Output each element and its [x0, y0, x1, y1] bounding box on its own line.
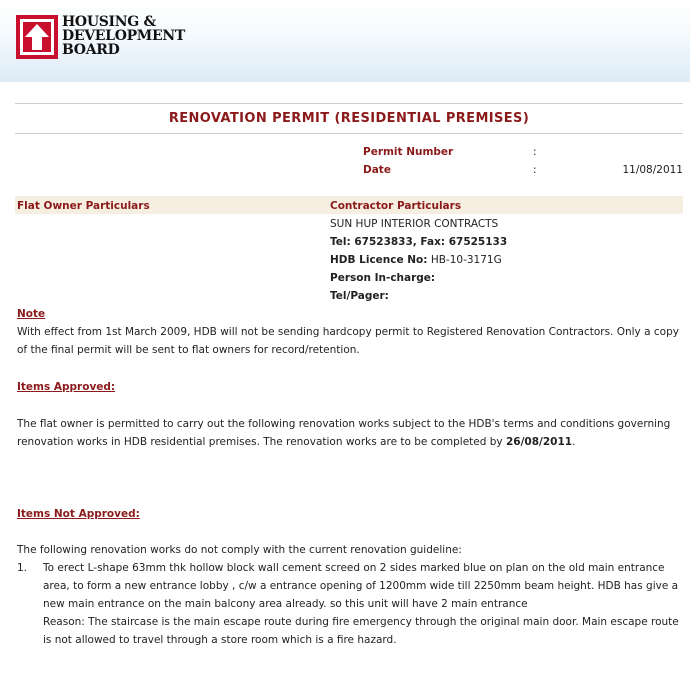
logo-line-3: BOARD — [62, 42, 120, 58]
tel-pager-label: Tel/Pager: — [330, 290, 389, 302]
item-line-3: new main entrance on the main balcony area already. so this unit will have 2 main entrance — [43, 598, 528, 610]
flat-owner-title: Flat Owner Particulars — [17, 200, 150, 212]
contractor-name: SUN HUP INTERIOR CONTRACTS — [330, 218, 499, 230]
item-line-4: Reason: The staircase is the main escape route during fire emergency through the original main door. Main escape route — [43, 616, 679, 628]
hdb-logo — [15, 14, 190, 64]
approved-line-2 — [17, 433, 687, 451]
item-line-5: is not allowed to travel through a store room which is a fire hazard. — [43, 634, 397, 646]
date-value: 11/08/2011 — [622, 164, 683, 176]
logo-wordmark — [62, 15, 185, 57]
contractor-title: Contractor Particulars — [330, 200, 462, 212]
date-colon: : — [533, 164, 537, 176]
approved-line-2-prefix: renovation works in HDB residential premises. The renovation works are to be completed by — [17, 436, 506, 448]
not-approved-item-text — [43, 559, 688, 649]
permit-number-label: Permit Number — [363, 146, 454, 158]
completion-deadline: 26/08/2011 — [505, 436, 573, 448]
logo-line-1: HOUSING & — [62, 14, 156, 30]
logo-line-2: DEVELOPMENT — [62, 28, 185, 44]
not-approved-item-number: 1. — [17, 562, 28, 574]
date-label: Date — [363, 164, 391, 176]
licence-label: HDB Licence No: — [330, 254, 428, 266]
licence-value: HB-10-3171G — [430, 254, 502, 266]
approved-line-1: The flat owner is permitted to carry out the following renovation works subject to the HDB's terms and conditions governing — [17, 418, 671, 430]
items-approved-heading: Items Approved: — [17, 381, 116, 393]
items-approved-text — [17, 415, 687, 451]
note-text — [17, 323, 687, 359]
note-line-1: With effect from 1st March 2009, HDB will not be sending hardcopy permit to Registered Renovation Contractors. Only a copy — [17, 326, 679, 338]
item-line-1: To erect L-shape 63mm thk hollow block wall cement screed on 2 sides marked blue on plan on the old main entrance — [43, 562, 665, 574]
permit-number-colon: : — [533, 146, 537, 158]
title-box — [15, 103, 683, 134]
approved-line-2-suffix: . — [572, 436, 576, 448]
note-line-2: of the final permit will be sent to flat owners for record/retention. — [17, 344, 360, 356]
contractor-tel-fax: Tel: 67523833, Fax: 67525133 — [330, 236, 508, 248]
items-not-approved-heading: Items Not Approved: — [17, 508, 140, 520]
note-heading: Note — [17, 308, 46, 320]
hdb-house-arrow-icon — [15, 14, 59, 60]
page-title: RENOVATION PERMIT (RESIDENTIAL PREMISES) — [168, 111, 530, 126]
contractor-licence — [330, 254, 502, 266]
person-in-charge-label: Person In-charge: — [330, 272, 436, 284]
not-approved-intro: The following renovation works do not comply with the current renovation guideline: — [17, 544, 462, 556]
item-line-2: area, to form a new entrance lobby , c/w a entrance opening of 1200mm wide till 2250mm beam height. HDB has give a — [43, 580, 679, 592]
